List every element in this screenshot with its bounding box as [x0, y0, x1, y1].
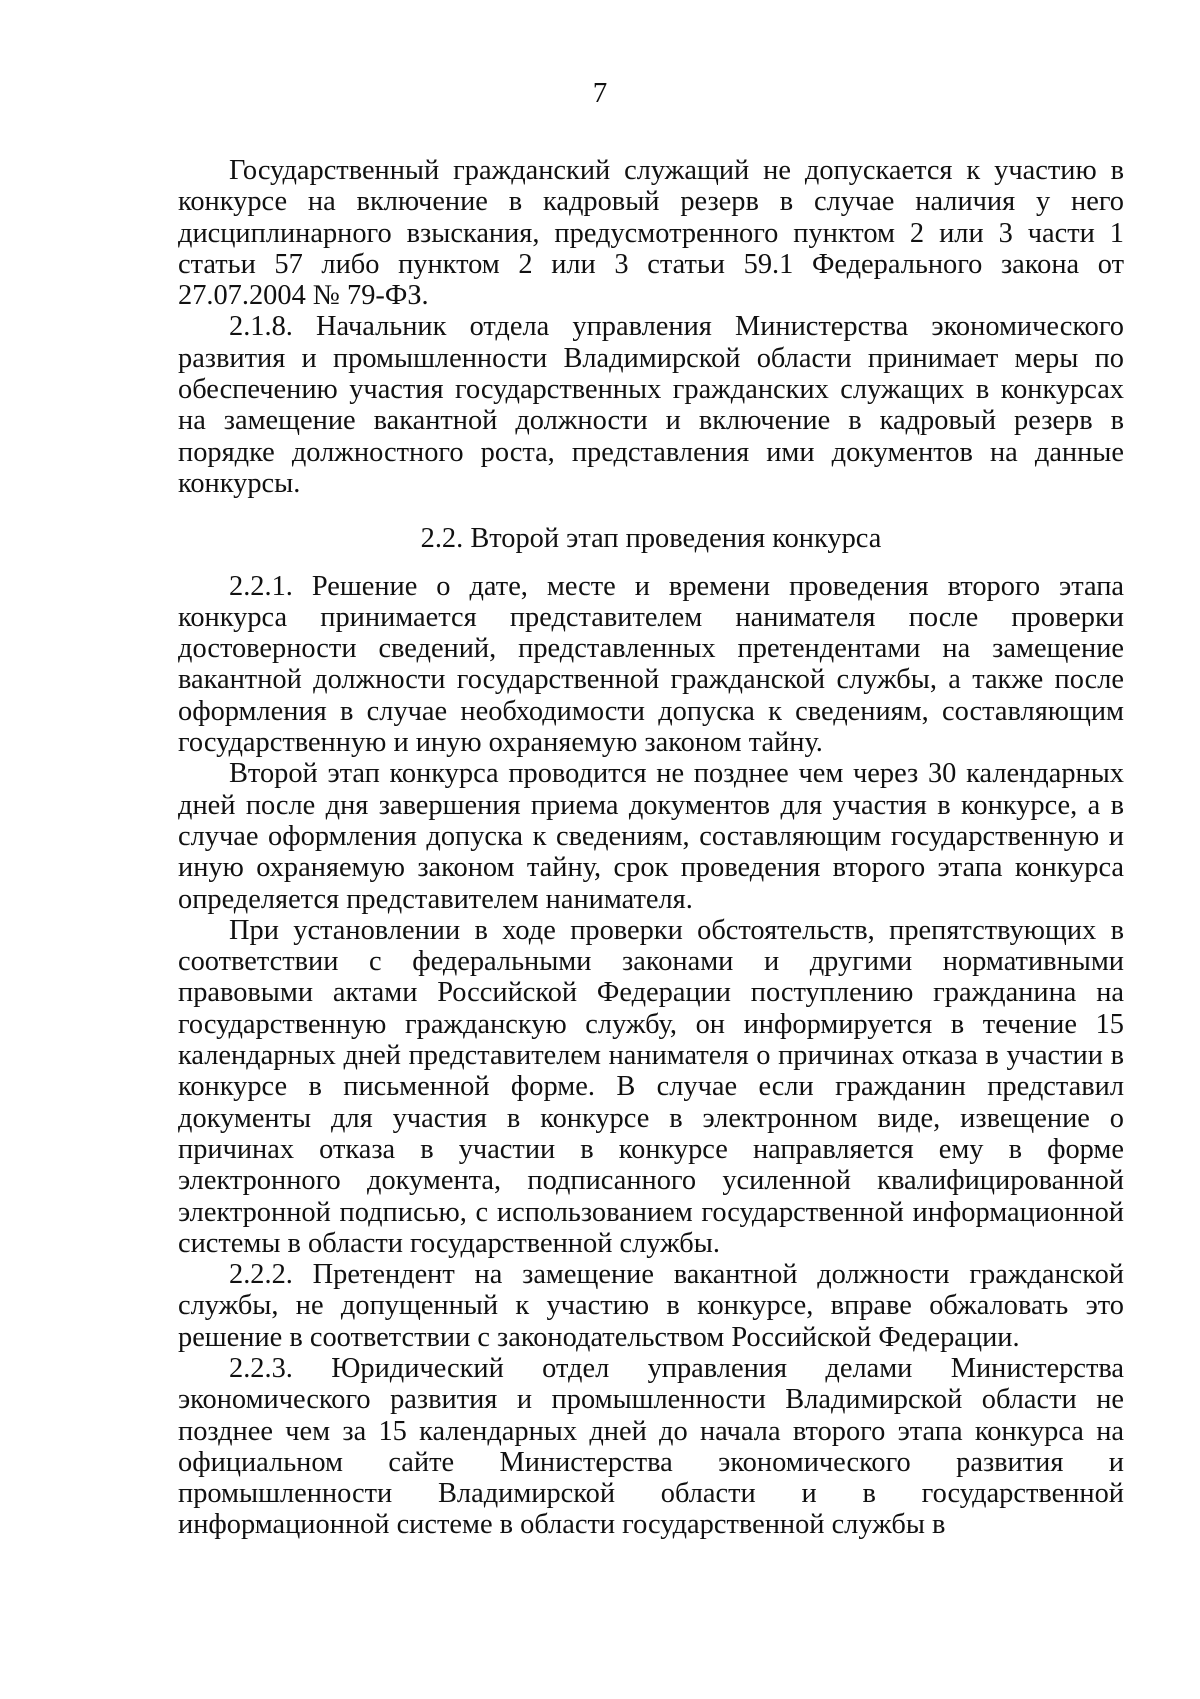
paragraph-civil-servant-restriction: Государственный гражданский служащий не допускается к участию в конкурсе на включение в кадровый резерв в случае наличия у него дисциплинарного взыскания, предусмотренного пунктом 2 или 3 части 1 статьи 57 либо пунктом 2 или 3 статьи 59.1 Федерального закона от 27.07.2004 № 79-ФЗ.	[178, 155, 1124, 312]
paragraph-2-2-2: 2.2.2. Претендент на замещение вакантной должности гражданской службы, не допущенный к участию в конкурсе, вправе обжаловать это решение в соответствии с законодательством Российской Федерации.	[178, 1259, 1124, 1353]
paragraph-second-stage-timing: Второй этап конкурса проводится не позднее чем через 30 календарных дней после дня завершения приема документов для участия в конкурсе, а в случае оформления допуска к сведениям, составляющим государственную и иную охраняемую законом тайну, срок проведения второго этапа конкурса определяется представителем нанимателя.	[178, 758, 1124, 915]
page-number: 7	[592, 77, 608, 109]
document-body	[178, 155, 1124, 1541]
paragraph-2-2-3: 2.2.3. Юридический отдел управления делами Министерства экономического развития и промышленности Владимирской области не позднее чем за 15 календарных дней до начала второго этапа конкурса на официальном сайте Министерства экономического развития и промышленности Владимирской области и в государственной информационной системе в области государственной службы в	[178, 1352, 1124, 1541]
section-heading: 2.2. Второй этап проведения конкурса	[420, 523, 882, 555]
paragraph-2-1-8: 2.1.8. Начальник отдела управления Министерства экономического развития и промышленности Владимирской области принимает меры по обеспечению участия государственных гражданских служащих в конкурсах на замещение вакантной должности и включение в кадровый резерв в порядке должностного роста, представления ими документов на данные конкурсы.	[178, 311, 1124, 499]
paragraph-2-2-1: 2.2.1. Решение о дате, месте и времени проведения второго этапа конкурса принимается представителем нанимателя после проверки достоверности сведений, представленных претендентами на замещение вакантной должности государственной гражданской службы, а также после оформления в случае необходимости допуска к сведениям, составляющим государственную и иную охраняемую законом тайну.	[178, 570, 1124, 759]
paragraph-refusal-notification: При установлении в ходе проверки обстоятельств, препятствующих в соответствии с федеральными законами и другими нормативными правовыми актами Российской Федерации поступлению гражданина на государственную гражданскую службу, он информируется в течение 15 календарных дней представителем нанимателя о причинах отказа в участии в конкурсе в письменной форме. В случае если гражданин представил документы для участия в конкурсе в электронном виде, извещение о причинах отказа в участии в конкурсе направляется ему в форме электронного документа, подписанного усиленной квалифицированной электронной подписью, с использованием государственной информационной системы в области государственной службы.	[178, 914, 1124, 1259]
